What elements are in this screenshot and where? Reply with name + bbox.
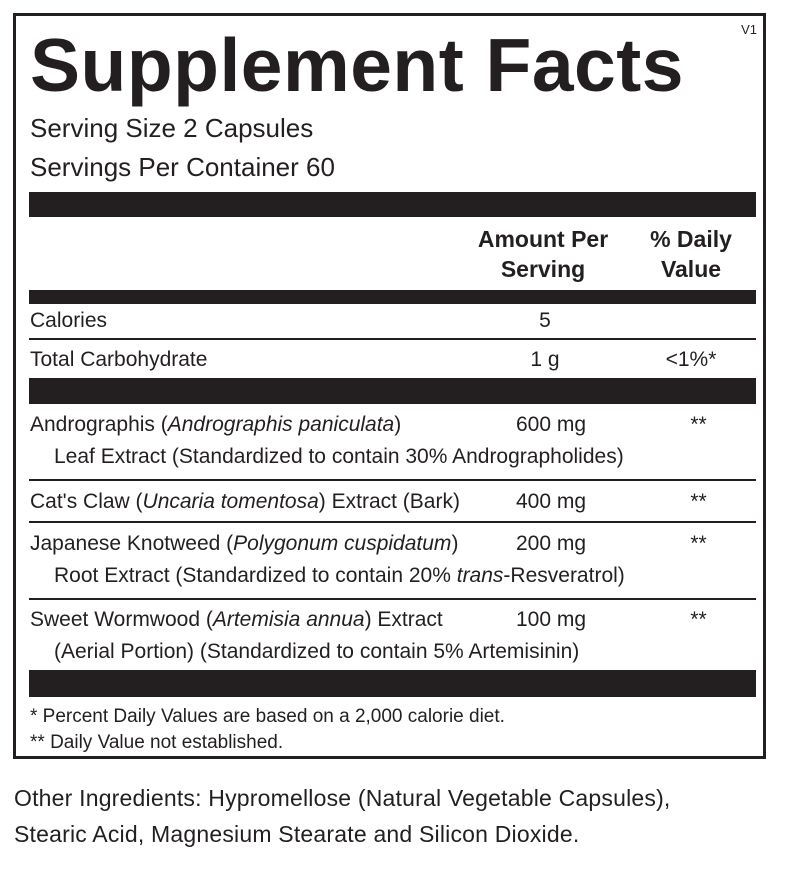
ingredient-name-post: ) [394, 413, 402, 436]
ingredient-detail [54, 562, 625, 590]
dv-header-line1: % Daily [650, 226, 732, 252]
version-label: V1 [741, 22, 757, 37]
ingredient-name [30, 530, 458, 558]
ingredient-detail-pre: Root Extract (Standardized to contain 20% [54, 564, 457, 587]
medium-divider [29, 290, 756, 304]
ingredient-detail-italic: trans [456, 564, 504, 587]
nutrient-amount: 5 [539, 309, 551, 332]
panel-title: Supplement Facts [30, 23, 684, 107]
ingredient-detail: (Aerial Portion) (Standardized to contain 5% Artemisinin) [54, 640, 580, 663]
thick-divider-bottom [29, 670, 756, 697]
nutrient-name: Total Carbohydrate [30, 348, 208, 371]
ingredient-name [30, 411, 401, 439]
ingredient-name-post: ) Extract [364, 608, 443, 631]
supplement-facts-panel [13, 13, 766, 759]
ingredient-name-post: ) [451, 532, 459, 555]
other-ingredients-line2: Stearic Acid, Magnesium Stearate and Silicon Dioxide. [14, 821, 580, 847]
percent-daily-value-footnote: * Percent Daily Values are based on a 2,000 calorie diet. [30, 706, 505, 727]
dv-header-line2: Value [660, 256, 722, 282]
ingredient-amount: 400 mg [516, 490, 587, 513]
ingredient-daily-value: ** [690, 490, 707, 513]
thick-divider-top [29, 192, 756, 217]
ingredient-latin-name: Andrographis paniculata [167, 413, 395, 436]
ingredient-amount: 100 mg [516, 608, 587, 631]
daily-value-header [636, 224, 746, 284]
ingredient-name-pre: Japanese Knotweed ( [30, 532, 234, 555]
daily-value-not-established-footnote: ** Daily Value not established. [30, 732, 284, 753]
ingredient-name-pre: Sweet Wormwood ( [30, 608, 213, 631]
nutrient-amount: 1 g [530, 348, 560, 371]
other-ingredients-line1: Other Ingredients: Hypromellose (Natural Vegetable Capsules), [14, 785, 671, 811]
ingredient-latin-name: Polygonum cuspidatum [233, 532, 452, 555]
thick-divider-middle [29, 378, 756, 404]
other-ingredients [14, 780, 671, 852]
ingredient-name [30, 606, 443, 634]
ingredient-latin-name: Artemisia annua [212, 608, 365, 631]
amount-header-line1: Amount Per [477, 226, 609, 252]
ingredient-detail: Leaf Extract (Standardized to contain 30% Andrographolides) [54, 445, 624, 468]
row-divider [29, 521, 756, 523]
ingredient-name-post: ) Extract (Bark) [318, 490, 460, 513]
amount-header-line2: Serving [500, 256, 586, 282]
ingredient-daily-value: ** [690, 608, 707, 631]
row-divider [29, 338, 756, 340]
ingredient-daily-value: ** [690, 532, 707, 555]
ingredient-amount: 600 mg [516, 413, 587, 436]
ingredient-latin-name: Uncaria tomentosa [142, 490, 319, 513]
nutrient-name: Calories [30, 309, 108, 332]
ingredient-name-pre: Andrographis ( [30, 413, 168, 436]
nutrient-daily-value: <1%* [665, 348, 717, 371]
ingredient-name-pre: Cat's Claw ( [30, 490, 143, 513]
row-divider [29, 479, 756, 481]
serving-size: Serving Size 2 Capsules [30, 113, 314, 143]
servings-per-container: Servings Per Container 60 [30, 152, 335, 182]
ingredient-detail-post: -Resveratrol) [503, 564, 625, 587]
ingredient-amount: 200 mg [516, 532, 587, 555]
ingredient-name [30, 488, 460, 516]
ingredient-daily-value: ** [690, 413, 707, 436]
amount-per-serving-header [458, 224, 628, 284]
row-divider [29, 598, 756, 600]
